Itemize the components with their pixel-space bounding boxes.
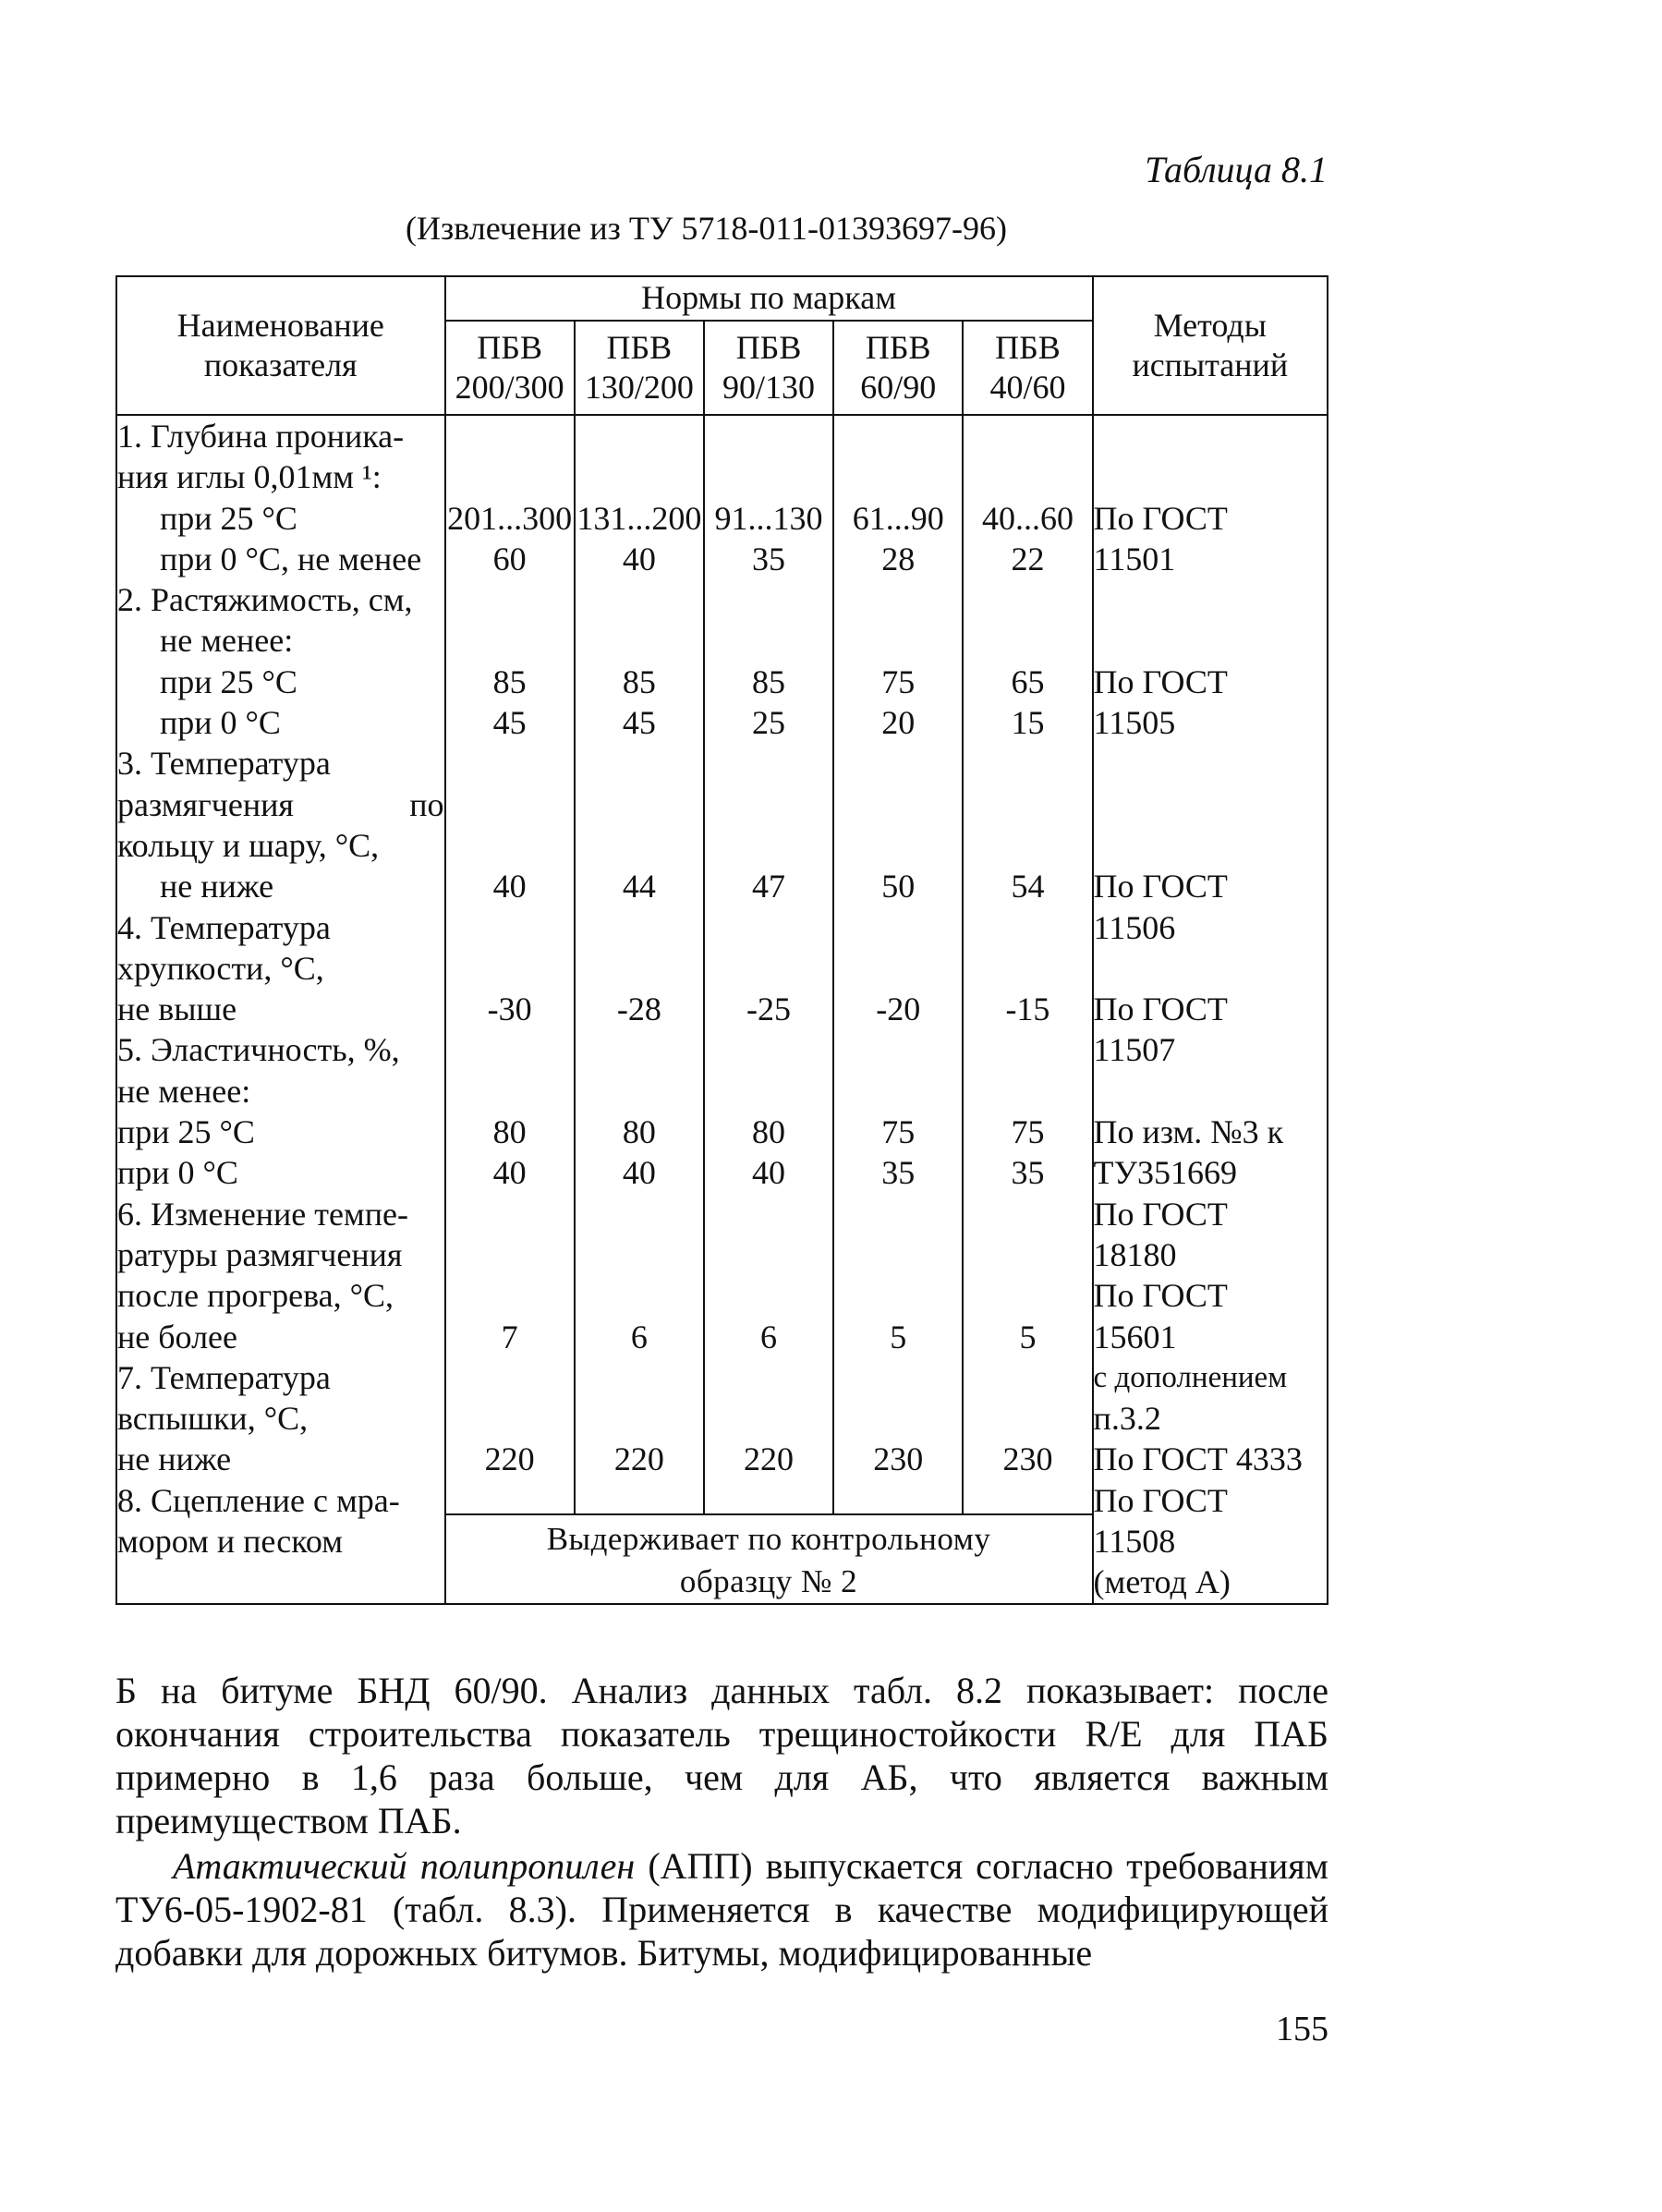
name-line: 4. Температура xyxy=(117,908,331,946)
value-cell: 40 xyxy=(622,1154,656,1192)
table-subcaption: (Извлечение из ТУ 5718-011-01393697-96) xyxy=(406,210,1007,247)
value-cell xyxy=(576,825,703,866)
value-cell xyxy=(446,620,574,661)
value-cell xyxy=(446,1029,574,1070)
value-cell xyxy=(964,1029,1091,1070)
name-line: не менее: xyxy=(160,622,294,660)
value-cell: -20 xyxy=(876,991,921,1028)
name-line: 2. Растяжимость, см, xyxy=(117,581,413,619)
value-cell: 50 xyxy=(881,868,916,905)
value-cell: 35 xyxy=(1011,1154,1045,1192)
method-line xyxy=(1094,743,1327,784)
value-cell: 6 xyxy=(760,1318,778,1355)
value-cell xyxy=(964,1398,1091,1439)
header-mark: ПБВ 90/130 xyxy=(704,321,833,415)
value-cell: 131...200 xyxy=(576,499,702,537)
methods-column xyxy=(1093,415,1328,1604)
value-cell xyxy=(705,1275,832,1316)
value-cell xyxy=(446,743,574,784)
value-cell: 220 xyxy=(613,1440,664,1478)
method-line xyxy=(1094,416,1327,456)
value-cell: 35 xyxy=(752,540,786,577)
value-cell: 6 xyxy=(630,1318,648,1355)
name-line: 5. Эластичность, %, xyxy=(117,1031,400,1069)
method-line: По ГОСТ 4333 xyxy=(1093,1440,1303,1478)
method-line xyxy=(1094,825,1327,866)
method-line: 11506 xyxy=(1093,908,1176,946)
value-cell: 40 xyxy=(492,868,527,905)
value-column-2 xyxy=(575,415,704,1514)
value-cell xyxy=(964,1357,1091,1398)
name-line: кольцу и шару, °С, xyxy=(117,826,380,864)
method-line: 11507 xyxy=(1093,1031,1176,1069)
value-cell xyxy=(446,907,574,948)
value-cell xyxy=(834,1029,962,1070)
paragraph-1: Б на битуме БНД 60/90. Анализ данных табл. 8.2 показывает: после окончания строительства показатель трещиностойкости R/E для ПАБ примерно в 1,6 раза больше, чем для АБ, что является важным преимуществом ПАБ. xyxy=(115,1670,1328,1841)
value-cell: 60 xyxy=(492,540,527,577)
name-line: ратуры размягчения xyxy=(117,1235,403,1273)
name-line: 3. Температура xyxy=(117,745,331,783)
value-cell xyxy=(705,456,832,497)
value-cell: 40 xyxy=(752,1154,786,1192)
value-cell xyxy=(964,416,1091,456)
method-line: 11505 xyxy=(1093,704,1176,742)
header-mark: ПБВ 130/200 xyxy=(575,321,704,415)
method-line: По ГОСТ xyxy=(1093,1277,1228,1315)
value-cell: 80 xyxy=(752,1113,786,1151)
value-cell xyxy=(834,1398,962,1439)
name-line: не ниже xyxy=(160,868,274,905)
value-cell: 45 xyxy=(492,704,527,742)
value-cell xyxy=(576,907,703,948)
value-cell: 220 xyxy=(484,1440,535,1478)
method-line xyxy=(1094,784,1327,825)
method-line: 11508 xyxy=(1093,1523,1176,1561)
name-line: мором и песком xyxy=(117,1523,344,1561)
header-mark: ПБВ 40/60 xyxy=(963,321,1092,415)
value-cell xyxy=(834,1234,962,1275)
method-line: По ГОСТ xyxy=(1093,1481,1228,1519)
value-cell xyxy=(705,948,832,989)
value-cell: 85 xyxy=(752,662,786,700)
name-line: не выше xyxy=(117,991,237,1028)
value-cell xyxy=(705,784,832,825)
value-cell: 80 xyxy=(492,1113,527,1151)
value-cell xyxy=(446,1398,574,1439)
value-cell: 25 xyxy=(752,704,786,742)
value-cell: 230 xyxy=(873,1440,924,1478)
value-cell: 80 xyxy=(622,1113,656,1151)
value-cell: 75 xyxy=(881,1113,916,1151)
value-cell xyxy=(964,907,1091,948)
value-cell xyxy=(705,1029,832,1070)
value-cell xyxy=(834,784,962,825)
name-line: 7. Температура xyxy=(117,1358,331,1396)
value-cell xyxy=(964,620,1091,661)
name-line: 1. Глубина проника- xyxy=(117,418,405,455)
value-cell: 40...60 xyxy=(981,499,1074,537)
value-cell xyxy=(964,1194,1091,1234)
name-line: не ниже xyxy=(117,1440,232,1478)
value-cell xyxy=(576,620,703,661)
term-italic: Атактический полипропилен xyxy=(173,1845,636,1887)
value-cell: -28 xyxy=(616,991,661,1028)
method-line xyxy=(1094,579,1327,620)
header-name: Наименование показателя xyxy=(116,276,445,415)
value-cell xyxy=(576,784,703,825)
value-cell xyxy=(576,1234,703,1275)
name-line: при 25 °С xyxy=(117,1113,255,1151)
name-line: 8. Сцепление с мра- xyxy=(117,1481,400,1519)
value-cell xyxy=(576,1194,703,1234)
method-line xyxy=(1094,1071,1327,1112)
method-line: По ГОСТ xyxy=(1093,868,1228,905)
name-line: при 0 °С xyxy=(160,704,281,742)
value-cell xyxy=(705,1071,832,1112)
value-cell xyxy=(964,784,1091,825)
method-line: По ГОСТ xyxy=(1093,991,1228,1028)
method-line: По ГОСТ xyxy=(1093,499,1228,537)
value-cell xyxy=(576,1071,703,1112)
value-cell: 5 xyxy=(890,1318,907,1355)
value-cell xyxy=(446,784,574,825)
name-line: хрупкости, °С, xyxy=(117,949,324,987)
name-line: при 25 °С xyxy=(160,499,297,537)
value-cell xyxy=(576,1275,703,1316)
value-cell: 75 xyxy=(881,662,916,700)
value-cell: 47 xyxy=(752,868,786,905)
value-cell xyxy=(964,825,1091,866)
value-cell xyxy=(834,825,962,866)
value-cell xyxy=(834,907,962,948)
value-cell xyxy=(834,948,962,989)
value-cell: 65 xyxy=(1011,662,1045,700)
value-cell: 75 xyxy=(1011,1113,1045,1151)
value-cell xyxy=(705,1194,832,1234)
value-cell xyxy=(964,743,1091,784)
value-cell: 85 xyxy=(622,662,656,700)
value-cell xyxy=(576,579,703,620)
header-methods: Методы испытаний xyxy=(1093,276,1328,415)
value-cell: 45 xyxy=(622,704,656,742)
name-line: при 0 °С xyxy=(117,1154,238,1192)
value-cell xyxy=(576,948,703,989)
method-line xyxy=(1094,456,1327,497)
value-cell xyxy=(446,948,574,989)
value-cell xyxy=(446,1194,574,1234)
value-cell xyxy=(705,825,832,866)
table-caption: Таблица 8.1 xyxy=(1145,149,1328,190)
method-line: 11501 xyxy=(1093,540,1176,577)
method-line: 15601 xyxy=(1093,1318,1177,1355)
value-cell xyxy=(705,743,832,784)
paragraph-2: Атактический полипропилен (АПП) выпускается согласно требованиям ТУ6-05-1902-81 (табл. 8.3). Применяется в качестве модифицирующей добавки для дорожных битумов. Битумы, модифицированные xyxy=(115,1845,1328,1974)
value-column-4 xyxy=(833,415,963,1514)
norms-table xyxy=(115,275,1328,1605)
value-cell: 7 xyxy=(501,1318,518,1355)
value-cell xyxy=(834,743,962,784)
value-cell xyxy=(705,1234,832,1275)
value-cell: 230 xyxy=(1002,1440,1053,1478)
value-cell xyxy=(576,1357,703,1398)
value-cell xyxy=(964,456,1091,497)
value-cell: 201...300 xyxy=(447,499,573,537)
method-line: п.3.2 xyxy=(1093,1400,1161,1438)
value-cell: 35 xyxy=(881,1154,916,1192)
value-cell: -15 xyxy=(1005,991,1050,1028)
header-mark: ПБВ 60/90 xyxy=(833,321,963,415)
name-line: при 25 °С xyxy=(160,662,297,700)
value-cell xyxy=(446,456,574,497)
value-cell xyxy=(446,1275,574,1316)
name-line: после прогрева, °С, xyxy=(117,1277,394,1315)
name-line: не менее: xyxy=(117,1072,251,1110)
value-cell xyxy=(576,1029,703,1070)
method-line: По ГОСТ xyxy=(1093,662,1228,700)
value-cell xyxy=(705,907,832,948)
value-cell xyxy=(446,1357,574,1398)
header-group: Нормы по маркам xyxy=(445,276,1093,321)
name-line: не более xyxy=(117,1318,238,1355)
name-column xyxy=(116,415,445,1604)
value-cell xyxy=(964,1234,1091,1275)
value-cell: 20 xyxy=(881,704,916,742)
value-cell xyxy=(576,456,703,497)
value-column-5 xyxy=(963,415,1092,1514)
value-cell: 54 xyxy=(1011,868,1045,905)
value-cell xyxy=(446,825,574,866)
value-column-1 xyxy=(445,415,575,1514)
value-cell: 85 xyxy=(492,662,527,700)
value-cell: 5 xyxy=(1019,1318,1037,1355)
value-cell xyxy=(576,416,703,456)
value-cell: 91...130 xyxy=(714,499,823,537)
method-line: с дополнением xyxy=(1093,1360,1288,1394)
value-cell xyxy=(834,1194,962,1234)
value-cell xyxy=(446,1234,574,1275)
value-cell xyxy=(705,1398,832,1439)
value-cell xyxy=(576,1398,703,1439)
value-cell xyxy=(964,1071,1091,1112)
name-line: размягчения по xyxy=(117,785,444,823)
name-line: вспышки, °С, xyxy=(117,1400,309,1438)
value-cell: -25 xyxy=(746,991,792,1028)
value-cell xyxy=(576,743,703,784)
value-cell: -30 xyxy=(487,991,532,1028)
value-cell: 22 xyxy=(1011,540,1045,577)
method-line xyxy=(1094,620,1327,661)
value-cell xyxy=(964,1275,1091,1316)
value-cell: 28 xyxy=(881,540,916,577)
value-column-3 xyxy=(704,415,833,1514)
value-cell: 44 xyxy=(622,868,656,905)
method-line: ТУ351669 xyxy=(1093,1154,1238,1192)
page-number: 155 xyxy=(1276,2010,1328,2048)
value-cell xyxy=(446,1071,574,1112)
value-cell xyxy=(834,620,962,661)
value-cell xyxy=(705,579,832,620)
value-cell xyxy=(964,948,1091,989)
header-mark: ПБВ 200/300 xyxy=(445,321,575,415)
method-line: (метод А) xyxy=(1093,1563,1231,1601)
value-cell xyxy=(964,579,1091,620)
method-line: По изм. №3 к xyxy=(1093,1113,1284,1151)
name-line: 6. Изменение темпе- xyxy=(117,1195,408,1233)
name-line: ния иглы 0,01мм ¹: xyxy=(117,458,382,496)
merged-note: Выдерживает по контрольному образцу № 2 xyxy=(546,1520,991,1599)
value-cell xyxy=(705,1357,832,1398)
value-cell xyxy=(446,579,574,620)
name-line: при 0 °С, не менее xyxy=(160,540,422,577)
method-line: 18180 xyxy=(1093,1235,1177,1273)
method-line: По ГОСТ xyxy=(1093,1195,1228,1233)
value-cell: 220 xyxy=(744,1440,795,1478)
value-cell xyxy=(834,416,962,456)
value-cell xyxy=(834,579,962,620)
value-cell xyxy=(834,1357,962,1398)
value-cell: 61...90 xyxy=(852,499,944,537)
value-cell xyxy=(705,416,832,456)
value-cell xyxy=(834,1275,962,1316)
merged-note-cell xyxy=(445,1514,1093,1604)
value-cell xyxy=(446,416,574,456)
value-cell xyxy=(834,1071,962,1112)
value-cell: 40 xyxy=(492,1154,527,1192)
value-cell: 15 xyxy=(1011,704,1045,742)
method-line xyxy=(1094,948,1327,989)
value-cell xyxy=(834,456,962,497)
value-cell xyxy=(705,620,832,661)
value-cell: 40 xyxy=(622,540,656,577)
